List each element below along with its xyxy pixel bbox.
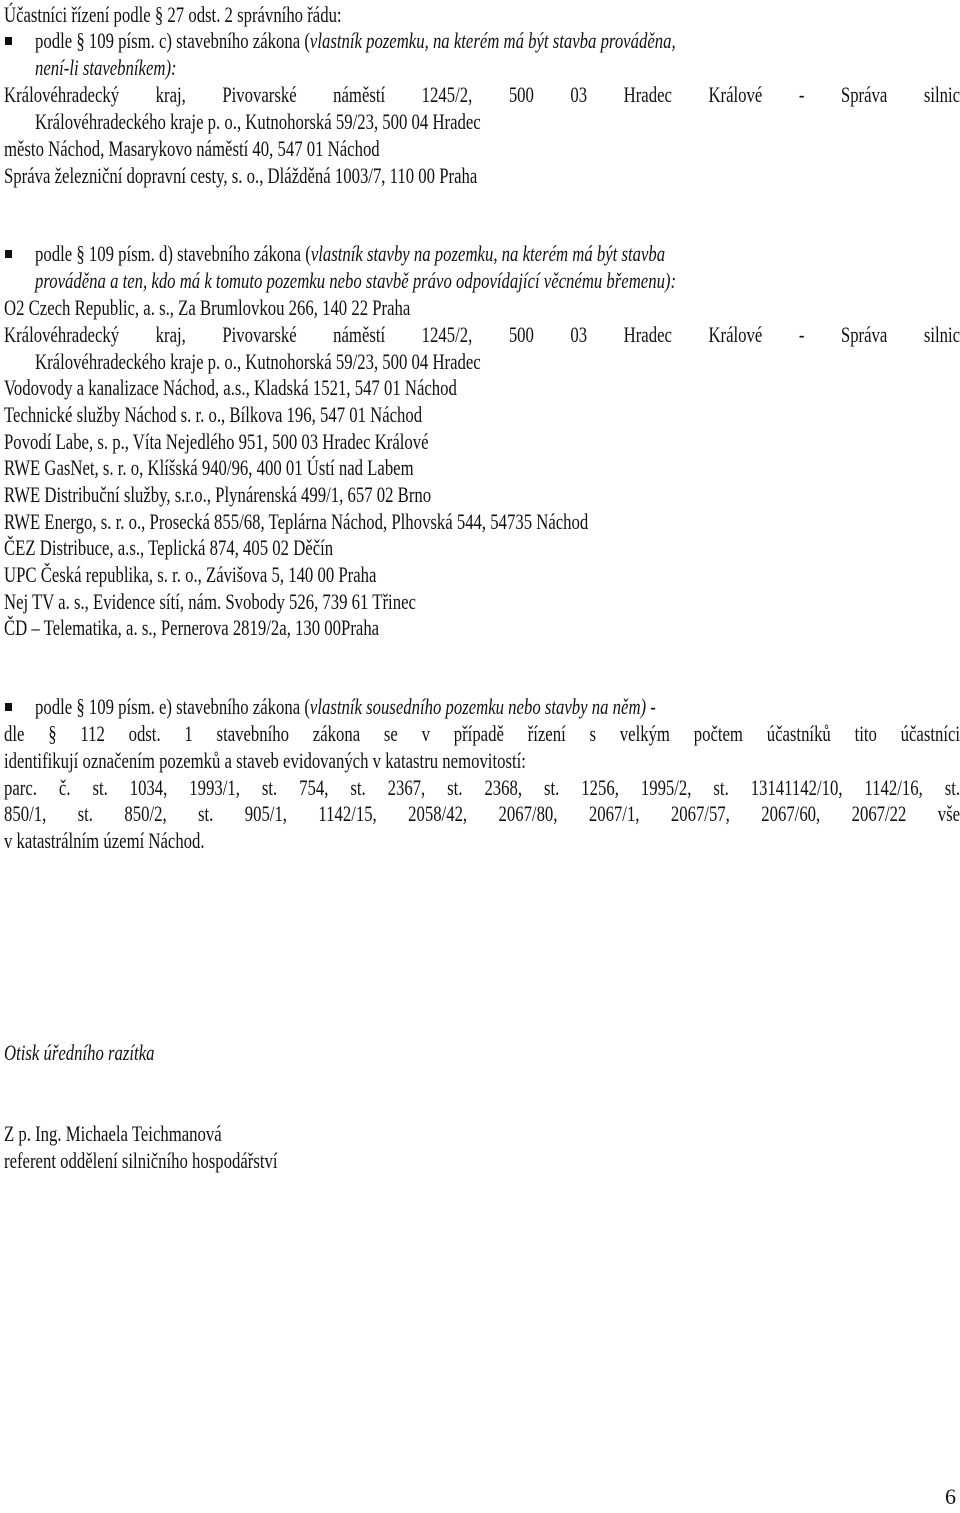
bullet-icon xyxy=(5,37,12,45)
bullet-icon xyxy=(5,703,12,711)
section-d-heading-cont: prováděna a ten, kdo má k tomuto pozemku nebo stavbě právo odpovídající věcnému břemenu): xyxy=(35,268,677,293)
section-d-entry: Technické služby Náchod s. r. o., Bílkova 196, 547 01 Náchod xyxy=(4,402,423,427)
signature-role: referent oddělení silničního hospodářství xyxy=(4,1148,278,1173)
stamp-label: Otisk úředního razítka xyxy=(4,1040,155,1065)
section-d-entry: RWE Distribuční služby, s.r.o., Plynárenská 499/1, 657 02 Brno xyxy=(4,482,432,507)
section-d-heading: podle § 109 písm. d) stavebního zákona (vlastník stavby na pozemku, na kterém má být stavba xyxy=(35,241,666,266)
section-d-entry: Královéhradeckého kraje p. o., Kutnohorská 59/23, 500 04 Hradec xyxy=(35,349,481,374)
section-d-entry: Nej TV a. s., Evidence sítí, nám. Svobody 526, 739 61 Třinec xyxy=(4,589,416,614)
section-e-line: identifikují označením pozemků a staveb evidovaných v katastru nemovitostí: xyxy=(4,748,526,773)
bullet-icon xyxy=(5,250,12,258)
section-c-entry: město Náchod, Masarykovo náměstí 40, 547 01 Náchod xyxy=(4,136,380,161)
section-c-heading-cont: není-li stavebníkem): xyxy=(35,55,177,80)
section-d-entry: Povodí Labe, s. p., Víta Nejedlého 951, 500 03 Hradec Králové xyxy=(4,429,429,454)
section-d-entry: Vodovody a kanalizace Náchod, a.s., Kladská 1521, 547 01 Náchod xyxy=(4,375,457,400)
section-d-entry: Královéhradecký kraj, Pivovarské náměstí 1245/2, 500 03 Hradec Králové - Správa silnic xyxy=(4,322,960,347)
section-d-entry: RWE GasNet, s. r. o, Klíšská 940/96, 400 01 Ústí nad Labem xyxy=(4,455,414,480)
section-e-line: 850/1, st. 850/2, st. 905/1, 1142/15, 2058/42, 2067/80, 2067/1, 2067/57, 2067/60, 2067/22 vše xyxy=(4,801,960,826)
section-d-entry: RWE Energo, s. r. o., Prosecká 855/68, Teplárna Náchod, Plhovská 544, 54735 Náchod xyxy=(4,509,589,534)
intro-heading: Účastníci řízení podle § 27 odst. 2 správního řádu: xyxy=(4,2,342,27)
section-d-entry: ČEZ Distribuce, a.s., Teplická 874, 405 02 Děčín xyxy=(4,535,334,560)
page-number: 6 xyxy=(945,1484,956,1509)
section-c-heading: podle § 109 písm. c) stavebního zákona (vlastník pozemku, na kterém má být stavba prováděna, xyxy=(35,28,676,53)
section-e-line: v katastrálním území Náchod. xyxy=(4,828,205,853)
signature-name: Z p. Ing. Michaela Teichmanová xyxy=(4,1121,222,1146)
section-c-entry: Královéhradecký kraj, Pivovarské náměstí 1245/2, 500 03 Hradec Králové - Správa silnic xyxy=(4,82,960,107)
section-d-entry: O2 Czech Republic, a. s., Za Brumlovkou 266, 140 22 Praha xyxy=(4,295,411,320)
section-e-line: dle § 112 odst. 1 stavebního zákona se v případě řízení s velkým počtem účastníků tito účastníci xyxy=(4,721,960,746)
section-d-entry: ČD – Telematika, a. s., Pernerova 2819/2a, 130 00Praha xyxy=(4,615,380,640)
section-e-line: parc. č. st. 1034, 1993/1, st. 754, st. 2367, st. 2368, st. 1256, 1995/2, st. 13141142/10, 1142/16, st. xyxy=(4,775,960,800)
section-e-heading: podle § 109 písm. e) stavebního zákona (vlastník sousedního pozemku nebo stavby na něm) - xyxy=(35,694,656,719)
section-c-entry: Správa železniční dopravní cesty, s. o., Dlážděná 1003/7, 110 00 Praha xyxy=(4,163,478,188)
section-c-entry: Královéhradeckého kraje p. o., Kutnohorská 59/23, 500 04 Hradec xyxy=(35,109,481,134)
section-d-entry: UPC Česká republika, s. r. o., Závišova 5, 140 00 Praha xyxy=(4,562,377,587)
